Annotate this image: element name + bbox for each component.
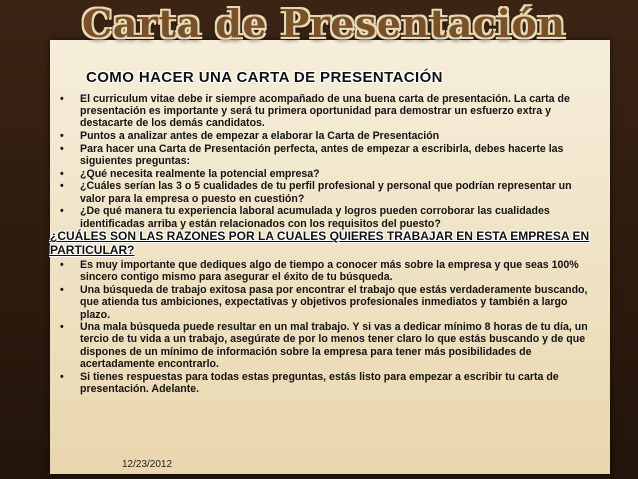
list-item xyxy=(58,93,598,130)
list-item-text: Es muy importante que dediques algo de tiempo a conocer más sobre la empresa y que seas 100% sincero contigo mismo para asegurar el éxito de tu búsqueda. xyxy=(80,259,579,284)
list-item-text: Para hacer una Carta de Presentación perfecta, antes de empezar a escribirla, debes hacerte las siguientes preguntas: xyxy=(80,142,564,168)
list-item xyxy=(58,371,598,395)
bullet-icon: • xyxy=(60,167,64,180)
bullet-icon: • xyxy=(60,321,64,334)
bullet-icon: • xyxy=(60,180,64,193)
bullet-icon: • xyxy=(60,93,64,105)
list-item-text: El curriculum vitae debe ir siempre acompañado de una buena carta de presentación. La carta de presentación es importante y será tu primera oportunidad para demostrar un esfuerzo extra y destacarte de los demás candidatos. xyxy=(80,93,570,130)
list-item-text: Una búsqueda de trabajo exitosa pasa por encontrar el trabajo que estás verdaderamente buscando, que atienda tus ambiciones, expectativas y objetivos profesionales inmediatos y también a largo plazo. xyxy=(80,284,588,321)
list-item xyxy=(58,284,598,321)
bullet-icon: • xyxy=(60,142,64,155)
list-item xyxy=(58,259,598,283)
list-item xyxy=(58,321,598,370)
list-item xyxy=(58,143,598,167)
bullet-icon: • xyxy=(60,205,64,218)
list-item-text: ¿Qué necesita realmente la potencial empresa? xyxy=(80,167,320,180)
list-item-text: Puntos a analizar antes de empezar a elaborar la Carta de Presentación xyxy=(80,130,440,143)
list-item-text: Si tienes respuestas para todas estas preguntas, estás listo para empezar a escribir tu carta de presentación. Adelante. xyxy=(80,370,559,395)
section-heading: ¿CUÁLES SON LAS RAZONES POR LA CUALES QUIERES TRABAJAR EN ESTA EMPRESA EN PARTICULAR? xyxy=(50,229,590,257)
bullet-icon: • xyxy=(60,370,64,383)
list-item xyxy=(58,205,598,229)
slide-content xyxy=(50,68,598,454)
bullet-icon: • xyxy=(60,284,64,297)
bullet-icon: • xyxy=(60,259,64,272)
slide-title: Carta de Presentación xyxy=(82,1,566,46)
list-item-text: ¿Cuáles serían las 3 o 5 cualidades de tu perfil profesional y personal que podrían representar un valor para la empresa o puesto en cuestión? xyxy=(80,180,572,205)
list-item xyxy=(58,180,598,204)
list-item-text: ¿De qué manera tu experiencia laboral acumulada y logros pueden corroborar las cualidades identificadas arriba y están relacionados con los requisitos del puesto? xyxy=(80,205,550,230)
list-item xyxy=(58,168,598,180)
list-item xyxy=(58,130,598,142)
slide-subtitle: COMO HACER UNA CARTA DE PRESENTACIÓN xyxy=(86,69,443,86)
slide-date: 12/23/2012 xyxy=(122,459,173,470)
bullet-list-1 xyxy=(58,93,598,230)
bullet-icon: • xyxy=(60,130,64,143)
bullet-list-2 xyxy=(58,259,598,395)
list-item-text: Una mala búsqueda puede resultar en un mal trabajo. Y si vas a dedicar mínimo 8 horas de tu día, un tercio de tu vida a un trabajo, asegúrate de por lo menos tener claro lo que estás buscando y de que dispones de un mínimo de información sobre la empresa para tener más posibilidades de acertadamente encontrarlo. xyxy=(80,321,588,370)
